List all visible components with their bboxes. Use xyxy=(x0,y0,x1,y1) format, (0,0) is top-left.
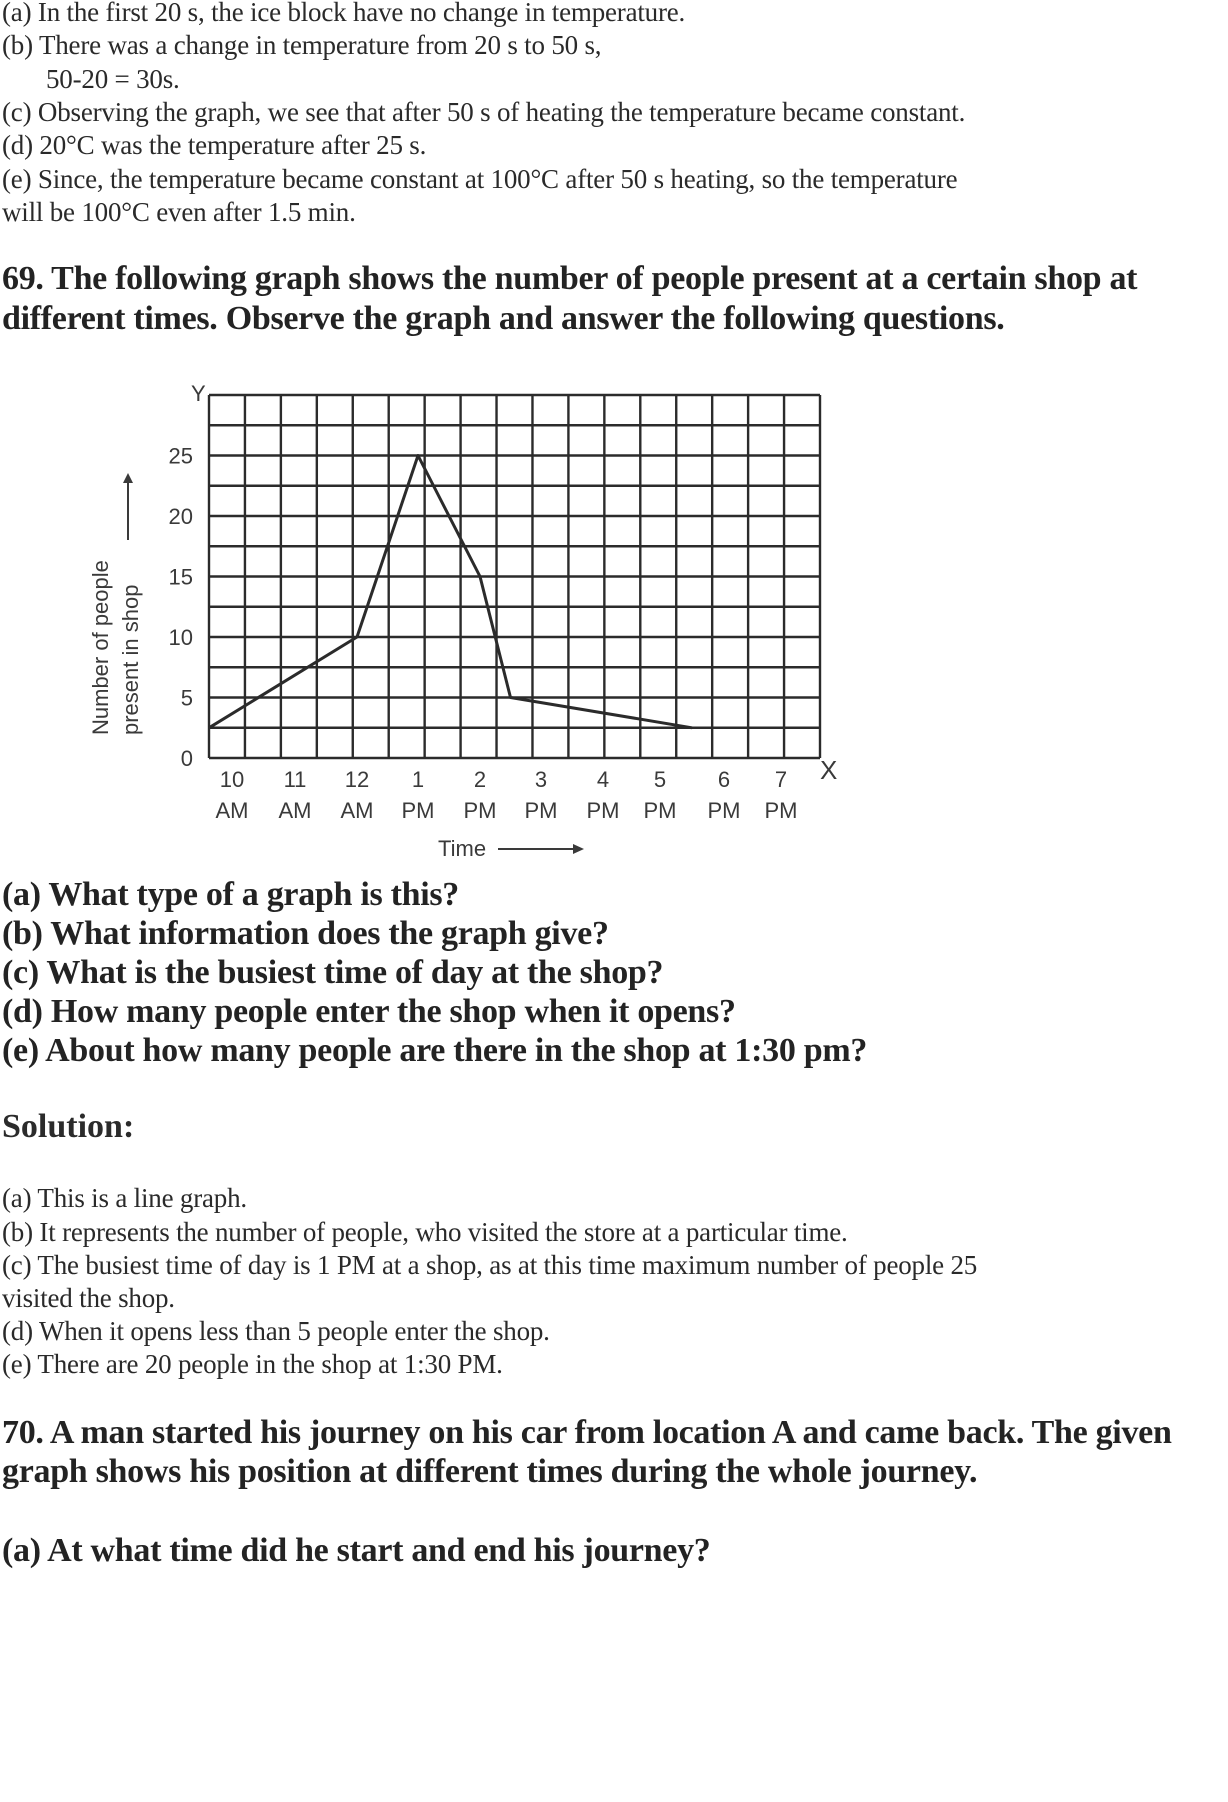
prev-solution-line-c: (c) Observing the graph, we see that after 50 s of heating the temperature became constant. xyxy=(2,97,966,127)
svg-text:0: 0 xyxy=(180,746,193,771)
svg-text:15: 15 xyxy=(168,564,193,590)
svg-text:5: 5 xyxy=(653,767,667,792)
prev-solution-line-e-cont: will be 100°C even after 1.5 min. xyxy=(2,197,356,227)
svg-text:7: 7 xyxy=(774,767,788,792)
solution-69-b: (b) It represents the number of people, who visited the store at a particular time. xyxy=(2,1217,848,1247)
x-axis-arrowhead-icon xyxy=(573,844,584,854)
y-axis-title-line2: present in shop xyxy=(118,584,143,735)
svg-text:6: 6 xyxy=(717,767,731,792)
svg-text:AM: AM xyxy=(278,798,312,823)
svg-text:10: 10 xyxy=(219,767,245,792)
question-69-heading: 69. The following graph shows the number of people present at a certain shop at different times. Observe the graph and answer the following questions. xyxy=(2,260,1138,337)
svg-text:PM: PM xyxy=(643,798,677,823)
question-69-e: (e) About how many people are there in the shop at 1:30 pm? xyxy=(2,1032,868,1069)
svg-text:11: 11 xyxy=(283,767,307,792)
prev-solution-line-a: (a) In the first 20 s, the ice block have no change in temperature. xyxy=(2,0,686,27)
solution-69-c: (c) The busiest time of day is 1 PM at a shop, as at this time maximum number of people 25 xyxy=(2,1250,978,1280)
x-tick-labels xyxy=(216,767,798,823)
prev-solution-line-b-calc: 50-20 = 30s. xyxy=(46,64,180,94)
y-axis-title-line1: Number of people xyxy=(88,560,113,735)
svg-text:10: 10 xyxy=(168,625,193,650)
svg-text:PM: PM xyxy=(764,798,798,823)
y-tick-labels xyxy=(169,444,193,772)
svg-text:20: 20 xyxy=(168,504,193,529)
svg-text:3: 3 xyxy=(534,767,548,792)
solution-69-e: (e) There are 20 people in the shop at 1:30 PM. xyxy=(2,1349,503,1379)
svg-text:PM: PM xyxy=(463,798,497,823)
prev-solution-line-e: (e) Since, the temperature became constant at 100°C after 50 s heating, so the temperature xyxy=(2,164,958,194)
prev-solution-line-d: (d) 20°C was the temperature after 25 s. xyxy=(2,130,427,160)
svg-text:1: 1 xyxy=(411,767,425,792)
svg-text:12: 12 xyxy=(344,767,370,792)
svg-text:PM: PM xyxy=(401,798,435,823)
grid xyxy=(209,395,820,758)
y-axis-title xyxy=(88,473,143,735)
solution-69-d: (d) When it opens less than 5 people enter the shop. xyxy=(2,1316,550,1346)
svg-text:PM: PM xyxy=(707,798,741,823)
question-69-c: (c) What is the busiest time of day at the shop? xyxy=(2,954,664,991)
svg-text:PM: PM xyxy=(586,798,620,823)
question-70-a: (a) At what time did he start and end his journey? xyxy=(2,1532,711,1569)
solution-69-a: (a) This is a line graph. xyxy=(2,1183,247,1213)
y-axis-letter: Y xyxy=(191,381,206,406)
svg-text:AM: AM xyxy=(340,798,374,823)
svg-text:25: 25 xyxy=(168,443,193,469)
question-69-d: (d) How many people enter the shop when it opens? xyxy=(2,993,736,1030)
svg-text:PM: PM xyxy=(524,798,558,823)
question-69-b: (b) What information does the graph give? xyxy=(2,915,609,952)
prev-solution-line-b: (b) There was a change in temperature from 20 s to 50 s, xyxy=(2,30,602,60)
y-axis-arrowhead-icon xyxy=(123,473,133,483)
x-axis-title: Time xyxy=(438,836,487,861)
question-69-a: (a) What type of a graph is this? xyxy=(2,876,460,913)
solution-title: Solution: xyxy=(2,1108,135,1145)
solution-69-c-cont: visited the shop. xyxy=(2,1283,175,1313)
svg-text:AM: AM xyxy=(215,798,249,823)
svg-text:4: 4 xyxy=(596,767,610,792)
question-70-heading: 70. A man started his journey on his car from location A and came back. The given graph shows his position at different times during the whole journey. xyxy=(2,1414,1172,1490)
x-axis-letter: X xyxy=(820,755,838,785)
svg-text:5: 5 xyxy=(180,685,193,711)
svg-text:2: 2 xyxy=(473,767,487,792)
